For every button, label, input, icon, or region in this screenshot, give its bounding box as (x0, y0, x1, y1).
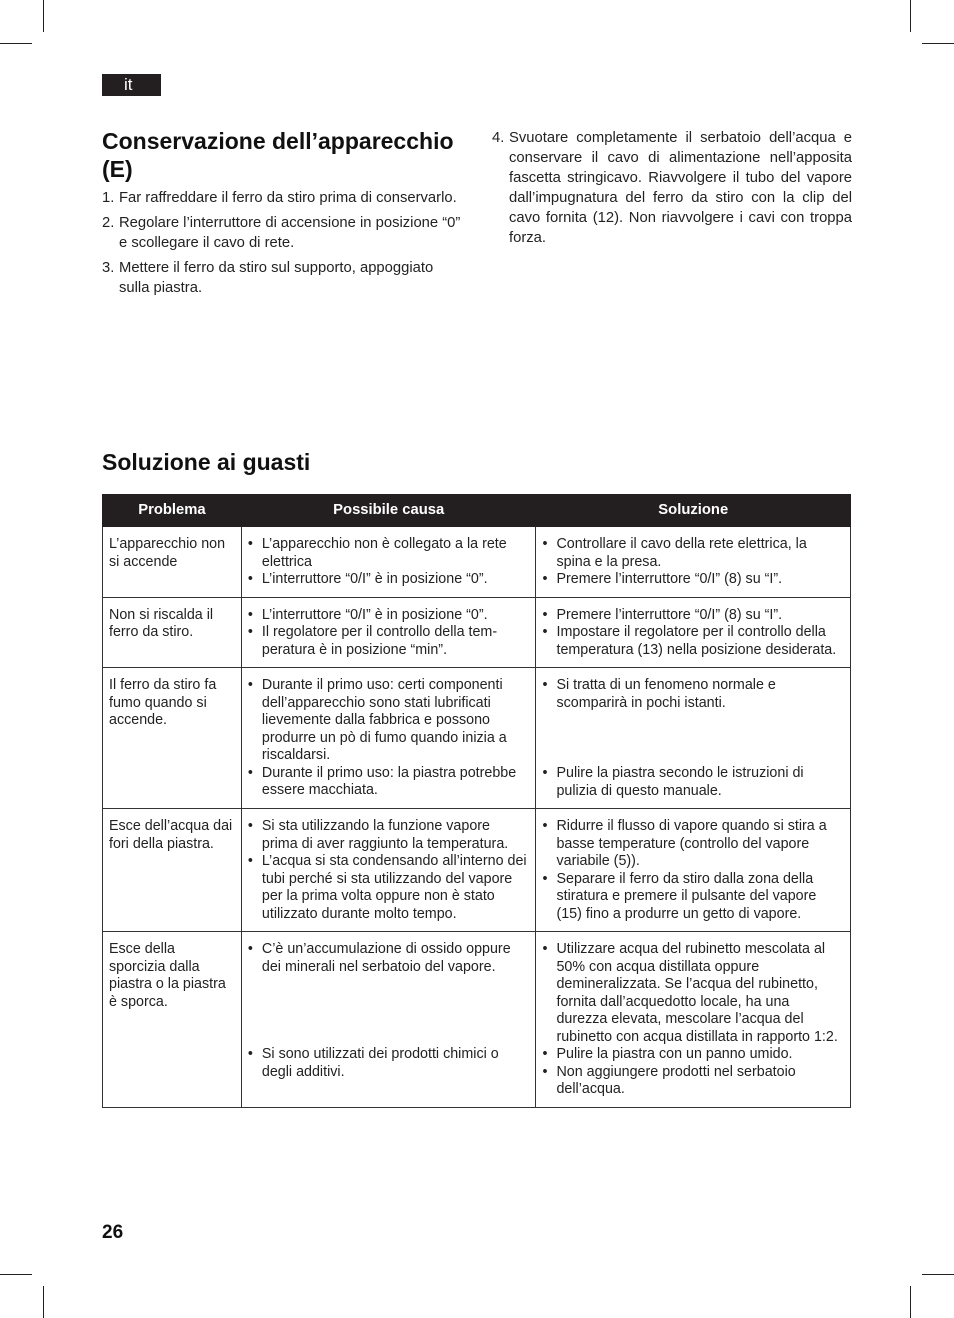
table-row (103, 527, 851, 598)
crop-mark (0, 1274, 32, 1275)
troubleshooting-table (102, 494, 851, 1108)
solution-item: • Controllare il cavo della rete elettrica, la spina e la presa. (542, 536, 844, 571)
step-number: 3. (102, 260, 115, 276)
crop-mark (910, 0, 911, 32)
solution-item: • Pulire la piastra con un panno umido. (542, 1046, 844, 1064)
cause-cell (241, 597, 536, 668)
solution-item: • Utilizzare acqua del rubinetto mescolata al 50% con acqua distillata oppure demineralizzata. Se l’acqua del rubinetto, fornita dall’acquedotto locale, ha una durezza elevata, mescolare l’acqua del rubinetto con acqua distillata in rapporto 1:2. (542, 941, 844, 1046)
section-title-soluzione: Soluzione ai guasti (102, 449, 311, 475)
table-row (103, 809, 851, 932)
table-header-row (103, 495, 851, 527)
list-item (102, 213, 463, 253)
cause-cell (241, 527, 536, 598)
step-number: 4. (492, 130, 505, 146)
conservazione-steps-right (492, 128, 852, 253)
cause-item: • L’acqua si sta condensando all’interno dei tubi perché si sta utilizzando del vapore per la prima volta oppure non è stato utilizzato durante molto tempo. (248, 853, 530, 923)
list-item (492, 128, 852, 248)
list-item (102, 188, 463, 208)
solution-cell (536, 527, 851, 598)
cause-cell (241, 932, 536, 1108)
table-row (103, 932, 851, 1108)
cause-cell (241, 668, 536, 809)
problem-cell: Non si riscalda il ferro da stiro. (103, 597, 242, 668)
solution-item: • Premere l’interruttore “0/I” (8) su “I”. (542, 571, 844, 589)
cause-item: • Durante il primo uso: certi componenti dell’apparecchio sono stati lubrificati lievemente dalla fabbrica e possono produrre un pò di fumo quando inizia a riscaldarsi. (248, 677, 530, 765)
problem-cell: L’apparecchio non si accende (103, 527, 242, 598)
cause-item: • Durante il primo uso: la piastra potrebbe essere macchiata. (248, 765, 530, 800)
table-row (103, 597, 851, 668)
cause-cell (241, 809, 536, 932)
cause-item: • Il regolatore per il controllo della temperatura è in posizione “min”. (248, 624, 530, 659)
step-text: Regolare l’interruttore di accensione in posizione “0” e scollegare il cavo di rete. (119, 215, 461, 251)
cause-item: • L’interruttore “0/I” è in posizione “0”. (248, 571, 530, 589)
solution-cell (536, 597, 851, 668)
solution-cell (536, 932, 851, 1108)
crop-mark (43, 0, 44, 32)
solution-item: • Pulire la piastra secondo le istruzioni di pulizia di questo manuale. (542, 765, 844, 800)
conservazione-steps-left (102, 188, 463, 303)
problem-cell: Esce dell’acqua dai fori della piastra. (103, 809, 242, 932)
solution-item: • Impostare il regolatore per il controllo della temperatura (13) nella posizione desiderata. (542, 624, 844, 659)
cause-item: • C’è un’accumulazione di ossido oppure dei minerali nel serbatoio del vapore. (248, 941, 530, 976)
step-number: 1. (102, 190, 115, 206)
problem-cell: Esce della sporcizia dalla piastra o la piastra è sporca. (103, 932, 242, 1108)
table-row (103, 668, 851, 809)
solution-item: • Si tratta di un fenomeno normale e scomparirà in pochi istanti. (542, 677, 844, 712)
crop-mark (910, 1286, 911, 1318)
problem-cell: Il ferro da stiro fa fumo quando si accende. (103, 668, 242, 809)
column-header-causa: Possibile causa (241, 495, 536, 527)
step-number: 2. (102, 215, 115, 231)
solution-item: • Ridurre il flusso di vapore quando si stira a basse temperature (controllo del vapore variabile (5)). (542, 818, 844, 871)
language-tab: it (102, 74, 161, 96)
solution-item: • Non aggiungere prodotti nel serbatoio dell’acqua. (542, 1064, 844, 1099)
solution-cell (536, 809, 851, 932)
step-text: Mettere il ferro da stiro sul supporto, appoggiato sulla piastra. (119, 260, 434, 296)
solution-item: • Separare il ferro da stiro dalla zona della stiratura e premere il pulsante del vapore (15) fino a produrre un getto di vapore. (542, 871, 844, 924)
column-header-problema: Problema (103, 495, 242, 527)
step-text: Svuotare completamente il serbatoio dell’acqua e conservare il cavo di alimentazione nell’apposita fascetta stringicavo. Riavvolgere il tubo del vapore dall’impugnatura del ferro da stiro con la clip del cavo fornita (12). Non riavvolgere i cavi con troppa forza. (509, 130, 852, 246)
step-text: Far raffreddare il ferro da stiro prima di conservarlo. (119, 190, 457, 206)
cause-item: • Si sono utilizzati dei prodotti chimici o degli additivi. (248, 1046, 530, 1081)
crop-mark (43, 1286, 44, 1318)
crop-mark (922, 43, 954, 44)
page-number: 26 (102, 1222, 124, 1243)
section-title-conservazione: Conservazione dell’apparecchio (E) (102, 128, 454, 182)
cause-item: • L’interruttore “0/I” è in posizione “0”. (248, 607, 530, 625)
cause-item: • Si sta utilizzando la funzione vapore prima di aver raggiunto la temperatura. (248, 818, 530, 853)
cause-item: • L’apparecchio non è collegato a la rete elettrica (248, 536, 530, 571)
column-header-soluzione: Soluzione (536, 495, 851, 527)
crop-mark (0, 43, 32, 44)
solution-cell (536, 668, 851, 809)
solution-item: • Premere l’interruttore “0/I” (8) su “I”. (542, 607, 844, 625)
list-item (102, 258, 463, 298)
crop-mark (922, 1274, 954, 1275)
